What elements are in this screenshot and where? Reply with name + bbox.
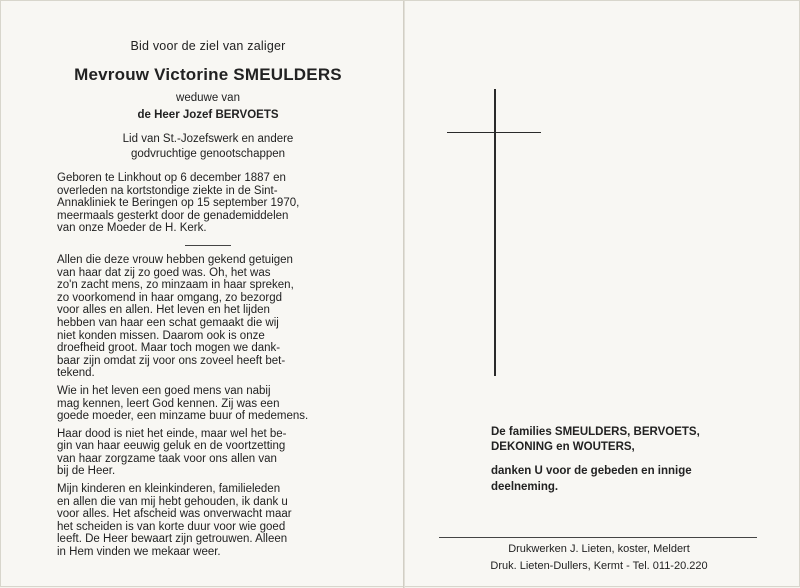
bio-line: Geboren te Linkhout op 6 december 1887 en [57, 172, 286, 184]
widow-of: weduwe van [176, 92, 240, 104]
families-block [491, 425, 771, 454]
text-line: zo'n zacht mens, zo minzaam in haar spreken, [57, 279, 294, 292]
text-line: leeft. De Heer bewaart zijn getrouwen. Alleen [57, 533, 288, 546]
text-line: voor alles en allen. Het leven en het lijden [57, 304, 270, 317]
text-line: Haar dood is niet het einde, maar wel het be- [57, 427, 287, 440]
paragraph-3 [57, 428, 359, 478]
text-line: bij de Heer. [57, 465, 116, 478]
bio-line: van onze Moeder de H. Kerk. [57, 222, 207, 235]
printer-divider [439, 537, 757, 538]
text-line: Mijn kinderen en kleinkinderen, familieleden [57, 483, 281, 496]
left-panel [57, 39, 359, 559]
bio-line: meermaals gesterkt door de genademiddelen [57, 209, 289, 222]
text-line: hebben van haar een schat gemaakt die wij [57, 316, 279, 329]
bio-line: overleden na kortstondige ziekte in de Sint- [57, 184, 278, 197]
paragraph-4 [57, 483, 359, 559]
deceased-name: Mevrouw Victorine SMEULDERS [74, 65, 342, 84]
text-line: Wie in het leven een goed mens van nabij [57, 384, 271, 397]
bio-line: Annakliniek te Beringen op 15 september 1970, [57, 197, 300, 210]
bio-paragraph [57, 172, 359, 235]
cross-bar [447, 132, 541, 133]
thanks-block [491, 463, 771, 495]
text-line: gin van haar eeuwig geluk en de voortzetting [57, 440, 286, 453]
printer-info [431, 541, 767, 575]
membership-line-2: godvruchtige genootschappen [130, 148, 286, 160]
text-line: droefheid groot. Maar toch mogen we dank- [57, 342, 281, 355]
card-fold [403, 1, 405, 588]
text-line: van haar dat zij zo goed was. Oh, het was [57, 266, 271, 279]
families-line-2: DEKONING en WOUTERS, [491, 440, 635, 453]
printer-line-1: Drukwerken J. Lieten, koster, Meldert [508, 543, 690, 555]
thanks-line-1: danken U voor de gebeden en innige [491, 465, 692, 477]
families-line-1: De families SMEULDERS, BERVOETS, [491, 426, 700, 438]
text-line: in Hem vinden we mekaar weer. [57, 546, 221, 559]
husband-name: de Heer Jozef BERVOETS [137, 109, 279, 121]
membership-line-1: Lid van St.-Jozefswerk en andere [122, 133, 294, 145]
text-line: voor alles. Het afscheid was onverwacht maar [57, 508, 292, 521]
text-line: goede moeder, een minzame buur of medemens. [57, 410, 309, 423]
text-line: mag kennen, leert God kennen. Zij was een [57, 397, 280, 410]
text-line: het scheiden is van korte duur voor wie goed [57, 520, 286, 533]
text-line: Allen die deze vrouw hebben gekend getuigen [57, 253, 293, 266]
text-line: van haar zorgzame taak voor ons allen van [57, 452, 277, 465]
intro-line: Bid voor de ziel van zaliger [130, 39, 286, 53]
paragraph-2 [57, 385, 359, 423]
text-line: tekend. [57, 367, 95, 380]
paragraph-1 [57, 254, 359, 380]
printer-line-2: Druk. Lieten-Dullers, Kermt - Tel. 011-20.220 [490, 560, 708, 572]
text-line: baar zijn omdat zij voor ons zoveel heeft bet- [57, 354, 286, 367]
text-line: zo voorkomend in haar omgang, zo bezorgd [57, 291, 283, 304]
thanks-line-2: deelneming. [491, 481, 559, 493]
separator-line [185, 245, 231, 246]
text-line: niet konden missen. Daarom ook is onze [57, 329, 265, 342]
text-line: en allen die van mij hebt gehouden, ik dank u [57, 495, 288, 508]
